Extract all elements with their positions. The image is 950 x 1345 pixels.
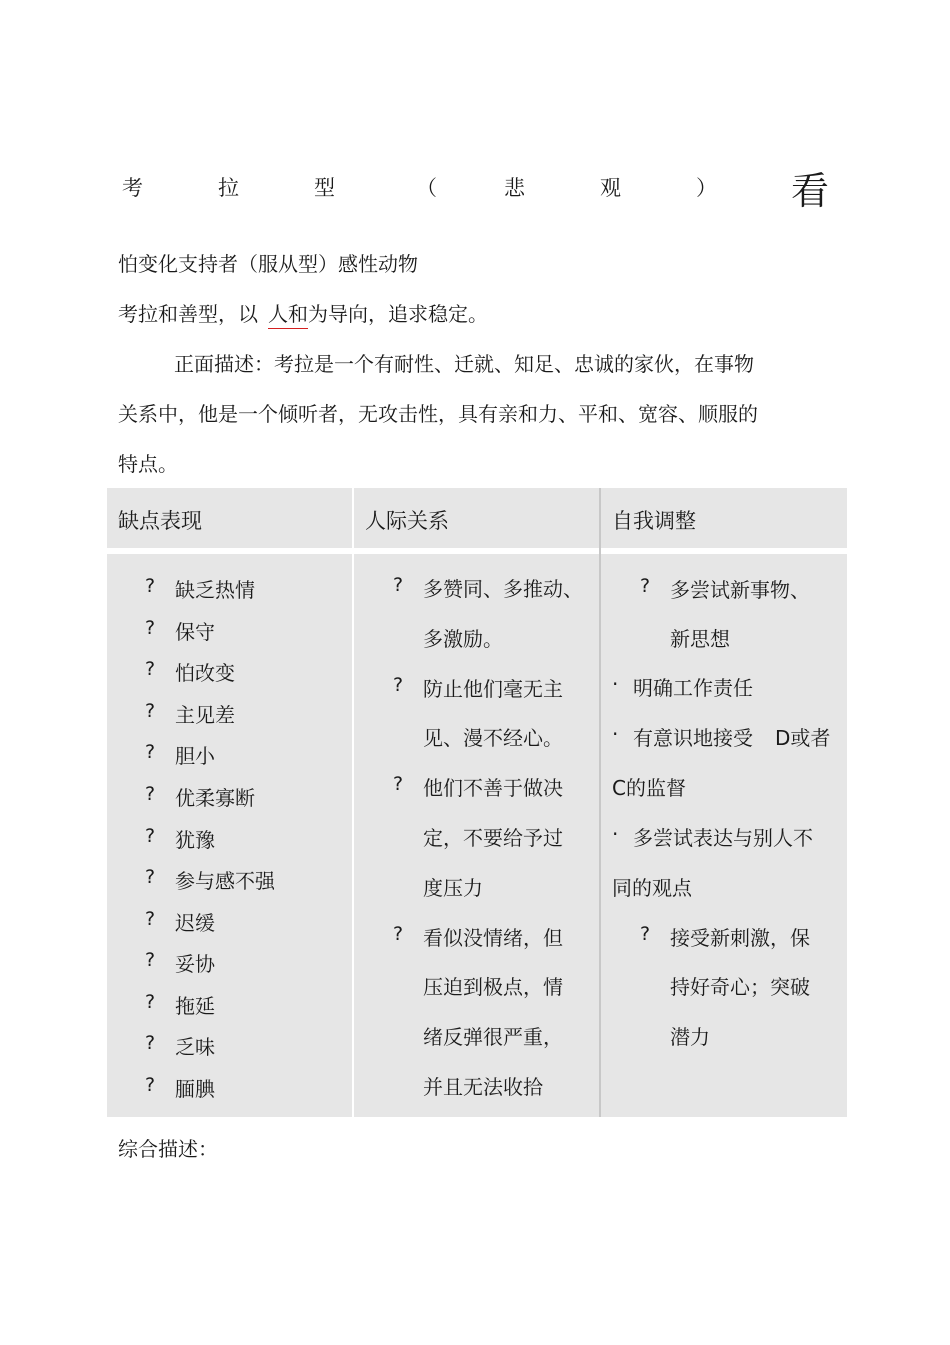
list-item: 优柔寡断	[175, 786, 255, 810]
description-line: 正面描述：考拉是一个有耐性、迁就、知足、忠诚的家伙，在事物	[174, 352, 754, 376]
list-item-line: 持好奇心；突破	[670, 975, 810, 999]
list-item: 有意识地接受	[633, 726, 753, 750]
list-item: 保守	[175, 620, 215, 644]
list-item-line: 新思想	[670, 627, 730, 651]
bullet-dot-icon: ·	[612, 672, 619, 696]
list-item: 缺乏热情	[175, 578, 255, 602]
title-char: 考	[122, 176, 143, 200]
question-mark-icon: ?	[145, 617, 156, 639]
question-mark-icon: ?	[145, 949, 156, 971]
list-item-line: 多尝试新事物、	[670, 578, 810, 602]
title-char: 观	[600, 176, 621, 200]
question-mark-icon: ?	[145, 575, 156, 597]
bullet-dot-icon: ·	[612, 822, 619, 846]
question-mark-icon: ?	[393, 674, 404, 696]
question-mark-icon: ?	[393, 574, 404, 596]
list-item: 迟缓	[175, 911, 215, 935]
description-line: 特点。	[118, 452, 178, 476]
list-item: 腼腆	[175, 1077, 215, 1101]
question-mark-icon: ?	[145, 700, 156, 722]
title-char: ）	[696, 176, 717, 200]
question-mark-icon: ?	[393, 773, 404, 795]
list-item-line: 压迫到极点，情	[423, 975, 563, 999]
list-item: 乏味	[175, 1035, 215, 1059]
question-mark-icon: ?	[145, 908, 156, 930]
header-cell: 自我调整	[601, 488, 847, 548]
question-mark-icon: ?	[145, 866, 156, 888]
question-mark-icon: ?	[640, 575, 651, 597]
description-line: 关系中，他是一个倾听者，无攻击性，具有亲和力、平和、宽容、顺服的	[118, 402, 758, 426]
list-item: 怕改变	[175, 661, 235, 685]
list-item-line: 多激励。	[423, 627, 503, 651]
title-char: 型	[314, 176, 335, 200]
list-item-line: 他们不善于做决	[423, 776, 563, 800]
list-item: 明确工作责任	[633, 676, 753, 700]
list-item-line: 度压力	[423, 876, 483, 900]
question-mark-icon: ?	[640, 923, 651, 945]
intro-text-a: 考拉和善型，以	[118, 302, 258, 326]
body-cell	[107, 554, 352, 1117]
list-item-line: 绪反弹很严重，	[423, 1025, 563, 1049]
list-item: 参与感不强	[175, 869, 275, 893]
list-item: 同的观点	[612, 876, 692, 900]
list-item-line: 看似没情绪，但	[423, 926, 563, 950]
list-item-line: 潜力	[670, 1025, 710, 1049]
list-item: 妥协	[175, 952, 215, 976]
title-heading	[118, 160, 838, 213]
header-cell: 人际关系	[354, 488, 599, 548]
column-divider	[599, 488, 601, 1117]
list-item-line: 定，不要给予过	[423, 826, 563, 850]
subtitle-line: 怕变化支持者（服从型）感性动物	[118, 252, 418, 276]
summary-label: 综合描述：	[118, 1137, 218, 1161]
title-char: 悲	[504, 176, 525, 200]
list-item-line: 并且无法收拾	[423, 1075, 543, 1099]
bullet-dot-icon: ·	[612, 722, 619, 746]
question-mark-icon: ?	[145, 741, 156, 763]
list-item: 拖延	[175, 994, 215, 1018]
intro-text-underlined: 人和	[268, 302, 308, 329]
question-mark-icon: ?	[145, 825, 156, 847]
list-item: 主见差	[175, 703, 235, 727]
question-mark-icon: ?	[145, 1032, 156, 1054]
title-char: （	[416, 176, 437, 200]
question-mark-icon: ?	[145, 783, 156, 805]
list-item: 多尝试表达与别人不	[633, 826, 813, 850]
column-divider	[352, 488, 354, 1117]
list-item: 犹豫	[175, 828, 215, 852]
list-item: D或者	[775, 726, 831, 750]
title-char: 拉	[218, 176, 239, 200]
intro-line	[118, 298, 488, 327]
question-mark-icon: ?	[145, 991, 156, 1013]
intro-text-c: 为导向，追求稳定。	[308, 302, 488, 326]
header-cell: 缺点表现	[107, 488, 352, 548]
list-item-line: 接受新刺激，保	[670, 926, 810, 950]
list-item-line: 见、漫不经心。	[423, 726, 563, 750]
list-item: 胆小	[175, 744, 215, 768]
traits-table	[107, 488, 847, 1117]
question-mark-icon: ?	[145, 658, 156, 680]
list-item-line: 多赞同、多推动、	[423, 577, 583, 601]
question-mark-icon: ?	[393, 923, 404, 945]
question-mark-icon: ?	[145, 1074, 156, 1096]
list-item: C的监督	[612, 776, 686, 800]
list-item-line: 防止他们毫无主	[423, 677, 563, 701]
title-big-char: 看	[791, 169, 830, 213]
